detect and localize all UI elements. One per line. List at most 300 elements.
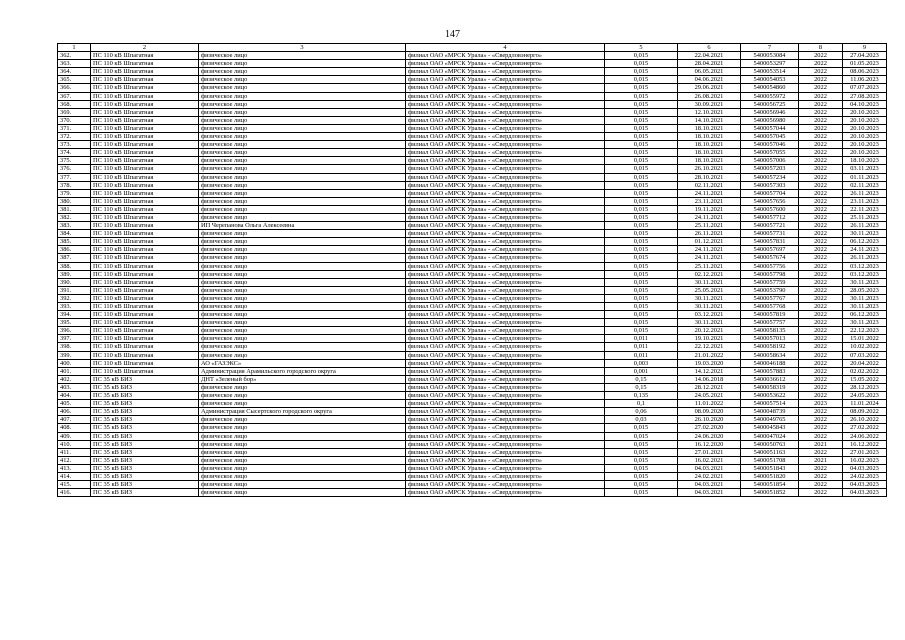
cell-deadline: 01.05.2023 bbox=[843, 60, 887, 68]
cell-date: 06.05.2021 bbox=[678, 68, 741, 76]
cell-year: 2022 bbox=[799, 157, 843, 165]
cell-network-org: филиал ОАО «МРСК Урала» - «Свердловэнерго» bbox=[406, 157, 605, 165]
cell-contract-number: 5400058319 bbox=[741, 383, 799, 391]
cell-substation: ПС 110 кВ Шпагатная bbox=[91, 181, 199, 189]
cell-date: 27.02.2020 bbox=[678, 424, 741, 432]
cell-row-number: 365. bbox=[58, 76, 91, 84]
cell-deadline: 20.04.2022 bbox=[843, 359, 887, 367]
cell-date: 24.02.2021 bbox=[678, 472, 741, 480]
cell-network-org: филиал ОАО «МРСК Урала» - «Свердловэнерго» bbox=[406, 286, 605, 294]
cell-deadline: 04.03.2023 bbox=[843, 489, 887, 497]
cell-applicant: физическое лицо bbox=[199, 448, 406, 456]
cell-network-org: филиал ОАО «МРСК Урала» - «Свердловэнерго» bbox=[406, 319, 605, 327]
cell-row-number: 375. bbox=[58, 157, 91, 165]
cell-contract-number: 5400054053 bbox=[741, 76, 799, 84]
cell-applicant: Администрация Сысертского городского округа bbox=[199, 408, 406, 416]
page-number: 147 bbox=[445, 29, 460, 40]
cell-row-number: 371. bbox=[58, 124, 91, 132]
cell-contract-number: 5400056946 bbox=[741, 108, 799, 116]
cell-date: 30.11.2021 bbox=[678, 294, 741, 302]
table-row bbox=[58, 68, 887, 76]
cell-date: 04.03.2021 bbox=[678, 464, 741, 472]
cell-date: 24.11.2021 bbox=[678, 213, 741, 221]
cell-deadline: 27.08.2023 bbox=[843, 92, 887, 100]
cell-substation: ПС 110 кВ Шпагатная bbox=[91, 173, 199, 181]
cell-power: 0,06 bbox=[605, 408, 678, 416]
cell-date: 14.06.2018 bbox=[678, 375, 741, 383]
table-row bbox=[58, 359, 887, 367]
table-row bbox=[58, 133, 887, 141]
cell-network-org: филиал ОАО «МРСК Урала» - «Свердловэнерго» bbox=[406, 351, 605, 359]
cell-applicant: физическое лицо bbox=[199, 489, 406, 497]
cell-deadline: 22.12.2023 bbox=[843, 327, 887, 335]
cell-applicant: физическое лицо bbox=[199, 230, 406, 238]
cell-date: 18.10.2021 bbox=[678, 157, 741, 165]
cell-row-number: 415. bbox=[58, 481, 91, 489]
cell-substation: ПС 110 кВ Шпагатная bbox=[91, 92, 199, 100]
cell-power: 0,015 bbox=[605, 432, 678, 440]
cell-power: 0,015 bbox=[605, 254, 678, 262]
cell-year: 2022 bbox=[799, 481, 843, 489]
cell-year: 2022 bbox=[799, 367, 843, 375]
cell-substation: ПС 110 кВ Шпагатная bbox=[91, 133, 199, 141]
cell-power: 0,015 bbox=[605, 197, 678, 205]
cell-network-org: филиал ОАО «МРСК Урала» - «Свердловэнерго» bbox=[406, 359, 605, 367]
cell-network-org: филиал ОАО «МРСК Урала» - «Свердловэнерго» bbox=[406, 367, 605, 375]
cell-year: 2022 bbox=[799, 108, 843, 116]
table-row bbox=[58, 392, 887, 400]
cell-date: 24.11.2021 bbox=[678, 246, 741, 254]
table-row bbox=[58, 149, 887, 157]
cell-applicant: физическое лицо bbox=[199, 149, 406, 157]
cell-contract-number: 5400057046 bbox=[741, 141, 799, 149]
cell-substation: ПС 110 кВ Шпагатная bbox=[91, 343, 199, 351]
cell-row-number: 386. bbox=[58, 246, 91, 254]
cell-date: 30.09.2021 bbox=[678, 100, 741, 108]
cell-substation: ПС 110 кВ Шпагатная bbox=[91, 116, 199, 124]
cell-year: 2022 bbox=[799, 205, 843, 213]
cell-power: 0,011 bbox=[605, 351, 678, 359]
cell-deadline: 03.12.2023 bbox=[843, 262, 887, 270]
table-row bbox=[58, 456, 887, 464]
cell-row-number: 404. bbox=[58, 392, 91, 400]
cell-date: 01.12.2021 bbox=[678, 238, 741, 246]
table-row bbox=[58, 100, 887, 108]
cell-deadline: 26.11.2023 bbox=[843, 189, 887, 197]
cell-substation: ПС 110 кВ Шпагатная bbox=[91, 52, 199, 60]
table-row bbox=[58, 400, 887, 408]
column-header-1: 1 bbox=[58, 44, 91, 52]
cell-substation: ПС 35 кВ БИЗ bbox=[91, 424, 199, 432]
cell-applicant: физическое лицо bbox=[199, 392, 406, 400]
cell-network-org: филиал ОАО «МРСК Урала» - «Свердловэнерго» bbox=[406, 246, 605, 254]
cell-row-number: 378. bbox=[58, 181, 91, 189]
cell-substation: ПС 110 кВ Шпагатная bbox=[91, 141, 199, 149]
cell-year: 2022 bbox=[799, 238, 843, 246]
cell-network-org: филиал ОАО «МРСК Урала» - «Свердловэнерго» bbox=[406, 52, 605, 60]
cell-year: 2022 bbox=[799, 213, 843, 221]
cell-row-number: 374. bbox=[58, 149, 91, 157]
cell-deadline: 15.05.2022 bbox=[843, 375, 887, 383]
cell-substation: ПС 35 кВ БИЗ bbox=[91, 375, 199, 383]
cell-contract-number: 5400057767 bbox=[741, 294, 799, 302]
cell-network-org: филиал ОАО «МРСК Урала» - «Свердловэнерго» bbox=[406, 424, 605, 432]
cell-year: 2022 bbox=[799, 311, 843, 319]
table-row bbox=[58, 213, 887, 221]
cell-row-number: 409. bbox=[58, 432, 91, 440]
table-row bbox=[58, 432, 887, 440]
cell-year: 2022 bbox=[799, 254, 843, 262]
cell-power: 0,015 bbox=[605, 100, 678, 108]
cell-contract-number: 5400057303 bbox=[741, 181, 799, 189]
cell-network-org: филиал ОАО «МРСК Урала» - «Свердловэнерго» bbox=[406, 165, 605, 173]
cell-contract-number: 5400053297 bbox=[741, 60, 799, 68]
cell-substation: ПС 110 кВ Шпагатная bbox=[91, 238, 199, 246]
cell-power: 0,015 bbox=[605, 165, 678, 173]
cell-year: 2022 bbox=[799, 246, 843, 254]
cell-power: 0,015 bbox=[605, 238, 678, 246]
table-row bbox=[58, 472, 887, 480]
cell-power: 0,015 bbox=[605, 230, 678, 238]
cell-substation: ПС 110 кВ Шпагатная bbox=[91, 254, 199, 262]
cell-network-org: филиал ОАО «МРСК Урала» - «Свердловэнерго» bbox=[406, 189, 605, 197]
cell-network-org: филиал ОАО «МРСК Урала» - «Свердловэнерго» bbox=[406, 481, 605, 489]
cell-substation: ПС 35 кВ БИЗ bbox=[91, 416, 199, 424]
cell-year: 2022 bbox=[799, 270, 843, 278]
cell-power: 0,015 bbox=[605, 294, 678, 302]
cell-row-number: 379. bbox=[58, 189, 91, 197]
cell-power: 0,1 bbox=[605, 400, 678, 408]
cell-row-number: 390. bbox=[58, 278, 91, 286]
cell-applicant: физическое лицо bbox=[199, 343, 406, 351]
cell-network-org: филиал ОАО «МРСК Урала» - «Свердловэнерго» bbox=[406, 416, 605, 424]
cell-deadline: 20.10.2023 bbox=[843, 141, 887, 149]
cell-date: 30.11.2021 bbox=[678, 319, 741, 327]
column-header-3: 3 bbox=[199, 44, 406, 52]
cell-row-number: 382. bbox=[58, 213, 91, 221]
cell-network-org: филиал ОАО «МРСК Урала» - «Свердловэнерго» bbox=[406, 432, 605, 440]
cell-row-number: 394. bbox=[58, 311, 91, 319]
cell-substation: ПС 35 кВ БИЗ bbox=[91, 392, 199, 400]
cell-power: 0,015 bbox=[605, 311, 678, 319]
cell-deadline: 16.02.2023 bbox=[843, 456, 887, 464]
cell-contract-number: 5400054860 bbox=[741, 84, 799, 92]
cell-contract-number: 5400057883 bbox=[741, 367, 799, 375]
cell-row-number: 400. bbox=[58, 359, 91, 367]
cell-applicant: физическое лицо bbox=[199, 157, 406, 165]
column-header-2: 2 bbox=[91, 44, 199, 52]
cell-substation: ПС 110 кВ Шпагатная bbox=[91, 197, 199, 205]
cell-network-org: филиал ОАО «МРСК Урала» - «Свердловэнерго» bbox=[406, 400, 605, 408]
column-header-7: 7 bbox=[741, 44, 799, 52]
cell-contract-number: 5400057756 bbox=[741, 262, 799, 270]
cell-substation: ПС 35 кВ БИЗ bbox=[91, 383, 199, 391]
cell-row-number: 372. bbox=[58, 133, 91, 141]
cell-deadline: 11.06.2023 bbox=[843, 76, 887, 84]
cell-deadline: 01.11.2023 bbox=[843, 173, 887, 181]
cell-date: 26.10.2020 bbox=[678, 416, 741, 424]
cell-contract-number: 5400056980 bbox=[741, 116, 799, 124]
table-row bbox=[58, 189, 887, 197]
table-row bbox=[58, 197, 887, 205]
cell-substation: ПС 35 кВ БИЗ bbox=[91, 481, 199, 489]
cell-network-org: филиал ОАО «МРСК Урала» - «Свердловэнерго» bbox=[406, 294, 605, 302]
cell-network-org: филиал ОАО «МРСК Урала» - «Свердловэнерго» bbox=[406, 408, 605, 416]
cell-applicant: физическое лицо bbox=[199, 424, 406, 432]
cell-contract-number: 5400045843 bbox=[741, 424, 799, 432]
cell-deadline: 06.12.2023 bbox=[843, 238, 887, 246]
cell-row-number: 389. bbox=[58, 270, 91, 278]
cell-applicant: физическое лицо bbox=[199, 472, 406, 480]
cell-applicant: физическое лицо bbox=[199, 68, 406, 76]
cell-date: 08.09.2020 bbox=[678, 408, 741, 416]
cell-power: 0,003 bbox=[605, 359, 678, 367]
cell-deadline: 20.10.2023 bbox=[843, 133, 887, 141]
cell-substation: ПС 110 кВ Шпагатная bbox=[91, 278, 199, 286]
table-row bbox=[58, 375, 887, 383]
cell-substation: ПС 110 кВ Шпагатная bbox=[91, 351, 199, 359]
cell-contract-number: 5400036612 bbox=[741, 375, 799, 383]
cell-year: 2022 bbox=[799, 133, 843, 141]
column-header-9: 9 bbox=[843, 44, 887, 52]
cell-applicant: физическое лицо bbox=[199, 173, 406, 181]
table-row bbox=[58, 489, 887, 497]
cell-year: 2022 bbox=[799, 230, 843, 238]
cell-applicant: физическое лицо bbox=[199, 464, 406, 472]
cell-applicant: физическое лицо bbox=[199, 141, 406, 149]
cell-substation: ПС 110 кВ Шпагатная bbox=[91, 319, 199, 327]
cell-power: 0,015 bbox=[605, 189, 678, 197]
cell-deadline: 04.03.2023 bbox=[843, 481, 887, 489]
cell-network-org: филиал ОАО «МРСК Урала» - «Свердловэнерго» bbox=[406, 141, 605, 149]
cell-network-org: филиал ОАО «МРСК Урала» - «Свердловэнерго» bbox=[406, 383, 605, 391]
cell-applicant: физическое лицо bbox=[199, 124, 406, 132]
cell-date: 24.11.2021 bbox=[678, 254, 741, 262]
cell-substation: ПС 110 кВ Шпагатная bbox=[91, 286, 199, 294]
table-body bbox=[58, 52, 887, 497]
cell-year: 2021 bbox=[799, 456, 843, 464]
cell-substation: ПС 35 кВ БИЗ bbox=[91, 472, 199, 480]
cell-deadline: 30.11.2023 bbox=[843, 303, 887, 311]
cell-row-number: 403. bbox=[58, 383, 91, 391]
cell-deadline: 23.11.2023 bbox=[843, 197, 887, 205]
cell-deadline: 24.02.2023 bbox=[843, 472, 887, 480]
cell-power: 0,015 bbox=[605, 108, 678, 116]
table-row bbox=[58, 311, 887, 319]
cell-substation: ПС 110 кВ Шпагатная bbox=[91, 60, 199, 68]
cell-contract-number: 5400058192 bbox=[741, 343, 799, 351]
cell-network-org: филиал ОАО «МРСК Урала» - «Свердловэнерго» bbox=[406, 133, 605, 141]
cell-substation: ПС 110 кВ Шпагатная bbox=[91, 149, 199, 157]
cell-contract-number: 5400057234 bbox=[741, 173, 799, 181]
table-row bbox=[58, 222, 887, 230]
cell-year: 2022 bbox=[799, 375, 843, 383]
cell-date: 04.06.2021 bbox=[678, 76, 741, 84]
cell-applicant: физическое лицо bbox=[199, 205, 406, 213]
cell-applicant: физическое лицо bbox=[199, 262, 406, 270]
cell-year: 2022 bbox=[799, 432, 843, 440]
column-header-8: 8 bbox=[799, 44, 843, 52]
cell-substation: ПС 35 кВ БИЗ bbox=[91, 432, 199, 440]
cell-applicant: физическое лицо bbox=[199, 108, 406, 116]
cell-contract-number: 5400051163 bbox=[741, 448, 799, 456]
cell-power: 0,03 bbox=[605, 416, 678, 424]
cell-power: 0,015 bbox=[605, 76, 678, 84]
cell-date: 14.10.2021 bbox=[678, 116, 741, 124]
cell-contract-number: 5400057831 bbox=[741, 238, 799, 246]
table-row bbox=[58, 270, 887, 278]
cell-power: 0,015 bbox=[605, 84, 678, 92]
cell-row-number: 411. bbox=[58, 448, 91, 456]
cell-year: 2022 bbox=[799, 303, 843, 311]
cell-substation: ПС 35 кВ БИЗ bbox=[91, 464, 199, 472]
cell-network-org: филиал ОАО «МРСК Урала» - «Свердловэнерго» bbox=[406, 181, 605, 189]
cell-row-number: 384. bbox=[58, 230, 91, 238]
cell-power: 0,015 bbox=[605, 52, 678, 60]
cell-substation: ПС 35 кВ БИЗ bbox=[91, 400, 199, 408]
cell-power: 0,015 bbox=[605, 157, 678, 165]
cell-deadline: 07.07.2023 bbox=[843, 84, 887, 92]
table-row bbox=[58, 116, 887, 124]
cell-network-org: филиал ОАО «МРСК Урала» - «Свердловэнерго» bbox=[406, 327, 605, 335]
cell-applicant: физическое лицо bbox=[199, 286, 406, 294]
cell-deadline: 27.02.2022 bbox=[843, 424, 887, 432]
cell-deadline: 26.11.2023 bbox=[843, 222, 887, 230]
cell-row-number: 406. bbox=[58, 408, 91, 416]
cell-date: 14.12.2021 bbox=[678, 367, 741, 375]
cell-row-number: 397. bbox=[58, 335, 91, 343]
cell-network-org: филиал ОАО «МРСК Урала» - «Свердловэнерго» bbox=[406, 92, 605, 100]
cell-substation: ПС 35 кВ БИЗ bbox=[91, 440, 199, 448]
cell-deadline: 02.11.2023 bbox=[843, 181, 887, 189]
cell-network-org: филиал ОАО «МРСК Урала» - «Свердловэнерго» bbox=[406, 278, 605, 286]
cell-deadline: 03.11.2023 bbox=[843, 165, 887, 173]
cell-contract-number: 5400051852 bbox=[741, 489, 799, 497]
cell-applicant: физическое лицо bbox=[199, 416, 406, 424]
cell-deadline: 04.10.2023 bbox=[843, 100, 887, 108]
cell-year: 2022 bbox=[799, 335, 843, 343]
cell-date: 20.12.2021 bbox=[678, 327, 741, 335]
cell-year: 2022 bbox=[799, 424, 843, 432]
cell-substation: ПС 110 кВ Шпагатная bbox=[91, 165, 199, 173]
table-row bbox=[58, 481, 887, 489]
cell-date: 26.10.2021 bbox=[678, 165, 741, 173]
cell-power: 0,015 bbox=[605, 286, 678, 294]
table-row bbox=[58, 335, 887, 343]
cell-applicant: физическое лицо bbox=[199, 400, 406, 408]
table-row bbox=[58, 383, 887, 391]
cell-row-number: 364. bbox=[58, 68, 91, 76]
cell-contract-number: 5400049765 bbox=[741, 416, 799, 424]
cell-applicant: физическое лицо bbox=[199, 383, 406, 391]
cell-date: 24.06.2020 bbox=[678, 432, 741, 440]
cell-year: 2022 bbox=[799, 165, 843, 173]
cell-row-number: 416. bbox=[58, 489, 91, 497]
cell-network-org: филиал ОАО «МРСК Урала» - «Свердловэнерго» bbox=[406, 60, 605, 68]
cell-deadline: 10.02.2022 bbox=[843, 343, 887, 351]
cell-date: 18.10.2021 bbox=[678, 124, 741, 132]
cell-year: 2022 bbox=[799, 52, 843, 60]
cell-substation: ПС 110 кВ Шпагатная bbox=[91, 84, 199, 92]
table-row bbox=[58, 108, 887, 116]
cell-year: 2022 bbox=[799, 359, 843, 367]
cell-date: 03.12.2021 bbox=[678, 311, 741, 319]
cell-applicant: физическое лицо bbox=[199, 311, 406, 319]
cell-year: 2022 bbox=[799, 173, 843, 181]
cell-applicant: физическое лицо bbox=[199, 294, 406, 302]
table-header bbox=[58, 44, 887, 52]
cell-row-number: 376. bbox=[58, 165, 91, 173]
cell-network-org: филиал ОАО «МРСК Урала» - «Свердловэнерго» bbox=[406, 100, 605, 108]
cell-power: 0,015 bbox=[605, 489, 678, 497]
table-row bbox=[58, 262, 887, 270]
cell-contract-number: 5400053622 bbox=[741, 392, 799, 400]
cell-year: 2022 bbox=[799, 60, 843, 68]
cell-network-org: филиал ОАО «МРСК Урала» - «Свердловэнерго» bbox=[406, 254, 605, 262]
table-row bbox=[58, 343, 887, 351]
cell-year: 2022 bbox=[799, 319, 843, 327]
cell-date: 04.03.2021 bbox=[678, 489, 741, 497]
cell-applicant: физическое лицо bbox=[199, 60, 406, 68]
cell-year: 2022 bbox=[799, 197, 843, 205]
cell-applicant: физическое лицо bbox=[199, 440, 406, 448]
cell-substation: ПС 110 кВ Шпагатная bbox=[91, 213, 199, 221]
cell-contract-number: 5400057044 bbox=[741, 124, 799, 132]
cell-contract-number: 5400057759 bbox=[741, 278, 799, 286]
cell-applicant: физическое лицо bbox=[199, 456, 406, 464]
cell-deadline: 30.11.2023 bbox=[843, 319, 887, 327]
cell-substation: ПС 110 кВ Шпагатная bbox=[91, 270, 199, 278]
cell-substation: ПС 110 кВ Шпагатная bbox=[91, 205, 199, 213]
cell-row-number: 405. bbox=[58, 400, 91, 408]
cell-applicant: физическое лицо bbox=[199, 270, 406, 278]
cell-network-org: филиал ОАО «МРСК Урала» - «Свердловэнерго» bbox=[406, 448, 605, 456]
cell-contract-number: 5400050763 bbox=[741, 440, 799, 448]
table-row bbox=[58, 294, 887, 302]
cell-row-number: 398. bbox=[58, 343, 91, 351]
table-row bbox=[58, 84, 887, 92]
cell-substation: ПС 110 кВ Шпагатная bbox=[91, 262, 199, 270]
cell-deadline: 04.03.2023 bbox=[843, 464, 887, 472]
cell-row-number: 410. bbox=[58, 440, 91, 448]
cell-row-number: 391. bbox=[58, 286, 91, 294]
cell-substation: ПС 110 кВ Шпагатная bbox=[91, 359, 199, 367]
cell-applicant: физическое лицо bbox=[199, 84, 406, 92]
cell-power: 0,015 bbox=[605, 92, 678, 100]
cell-date: 16.12.2020 bbox=[678, 440, 741, 448]
cell-applicant: физическое лицо bbox=[199, 327, 406, 335]
cell-contract-number: 5400057704 bbox=[741, 189, 799, 197]
cell-deadline: 24.06.2022 bbox=[843, 432, 887, 440]
cell-contract-number: 5400051843 bbox=[741, 464, 799, 472]
cell-row-number: 412. bbox=[58, 456, 91, 464]
cell-power: 0,011 bbox=[605, 335, 678, 343]
cell-row-number: 367. bbox=[58, 92, 91, 100]
cell-contract-number: 5400057798 bbox=[741, 270, 799, 278]
cell-contract-number: 5400057674 bbox=[741, 254, 799, 262]
cell-contract-number: 5400057006 bbox=[741, 157, 799, 165]
cell-contract-number: 5400055972 bbox=[741, 92, 799, 100]
cell-year: 2022 bbox=[799, 448, 843, 456]
cell-date: 22.12.2021 bbox=[678, 343, 741, 351]
cell-power: 0,15 bbox=[605, 383, 678, 391]
cell-deadline: 24.11.2023 bbox=[843, 246, 887, 254]
header-row bbox=[58, 44, 887, 52]
table-row bbox=[58, 230, 887, 238]
cell-year: 2022 bbox=[799, 181, 843, 189]
cell-contract-number: 5400047024 bbox=[741, 432, 799, 440]
cell-row-number: 381. bbox=[58, 205, 91, 213]
